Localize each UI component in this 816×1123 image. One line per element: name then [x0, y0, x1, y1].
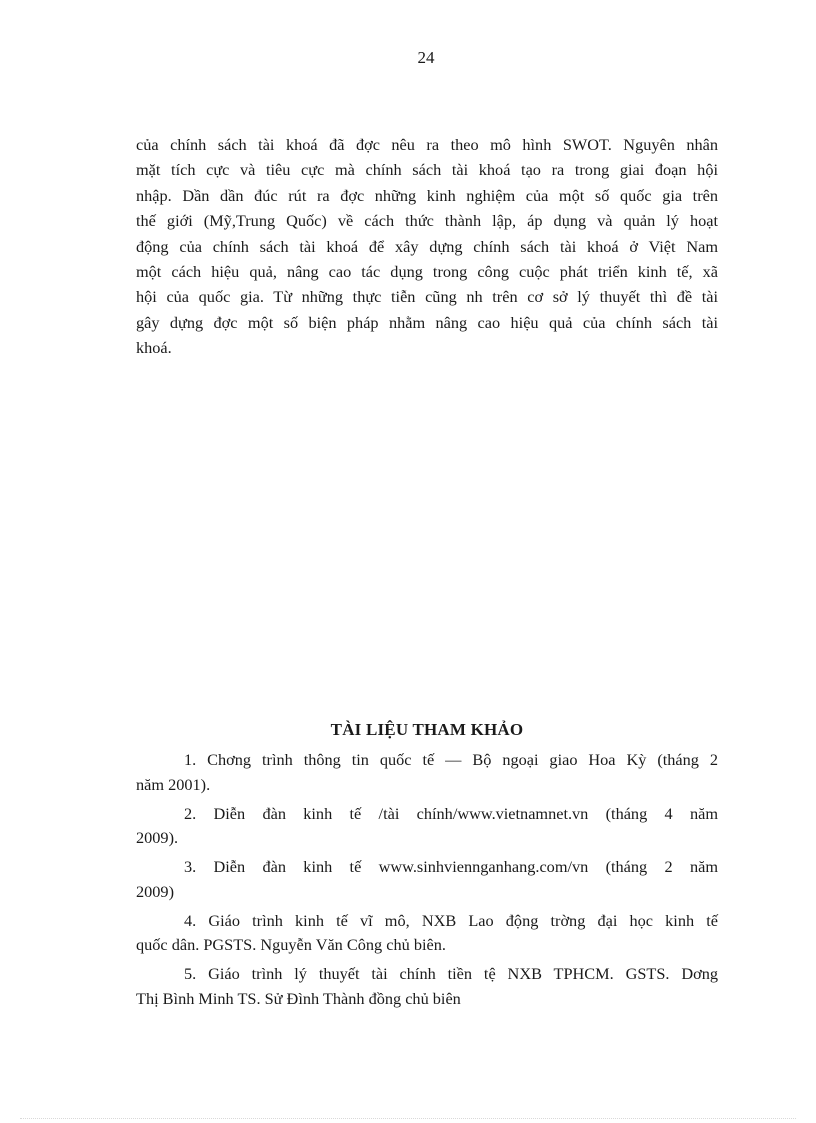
reference-item [136, 962, 718, 1013]
reference-line: 5. Giáo trình lý thuyết tài chính tiền tệ NXB TPHCM. GSTS. Dơng [184, 964, 718, 983]
reference-line: 3. Diễn đàn kinh tế www.sinhviennganhang.com/vn (tháng 2 năm [184, 857, 718, 876]
body-line: gây dựng đợc một số biện pháp nhằm nâng cao hiệu quả của chính sách tài [136, 312, 718, 332]
reference-line: 2. Diễn đàn kinh tế /tài chính/www.vietnamnet.vn (tháng 4 năm [184, 803, 718, 823]
reference-item [136, 909, 718, 958]
body-line: một cách hiệu quả, nâng cao tác dụng trong công cuộc phát triển kinh tế, xã [136, 262, 718, 282]
body-line: của chính sách tài khoá đã đợc nêu ra theo mô hình SWOT. Nguyên nhân [136, 135, 718, 154]
reference-line: quốc dân. PGSTS. Nguyễn Văn Công chủ biên. [136, 935, 446, 954]
reference-item [136, 802, 718, 851]
references-heading: TÀI LIỆU THAM KHẢO [330, 720, 524, 739]
reference-line: Thị Bình Minh TS. Sử Đình Thành đồng chủ biên [136, 988, 461, 1008]
page-bottom-divider [20, 1118, 796, 1119]
body-line: động của chính sách tài khoá để xây dựng chính sách tài khoá ở Việt Nam [136, 236, 718, 256]
page-number: 24 [417, 48, 435, 67]
body-line: hội của quốc gia. Từ những thực tiễn cũng nh trên cơ sở lý thuyết thì đề tài [136, 287, 718, 307]
reference-item [136, 855, 718, 904]
body-line: thế giới (Mỹ,Trung Quốc) về cách thức thành lập, áp dụng và quản lý hoạt [136, 211, 718, 231]
references-list [136, 748, 718, 1018]
reference-item [136, 748, 718, 797]
reference-line: 4. Giáo trình kinh tế vĩ mô, NXB Lao động trờng đại học kinh tế [184, 910, 718, 930]
body-line: mặt tích cực và tiêu cực mà chính sách tài khoá tạo ra trong giai đoạn hội [136, 160, 718, 180]
reference-line: 2009) [136, 881, 174, 901]
body-paragraph [136, 132, 718, 361]
reference-line: năm 2001). [136, 774, 211, 794]
body-line: khoá. [136, 338, 172, 358]
body-line: nhập. Dần dần đúc rút ra đợc những kinh nghiệm của một số quốc gia trên [136, 185, 718, 205]
reference-line: 1. Chơng trình thông tin quốc tế — Bộ ngoại giao Hoa Kỳ (tháng 2 [184, 750, 718, 769]
reference-line: 2009). [136, 828, 179, 847]
